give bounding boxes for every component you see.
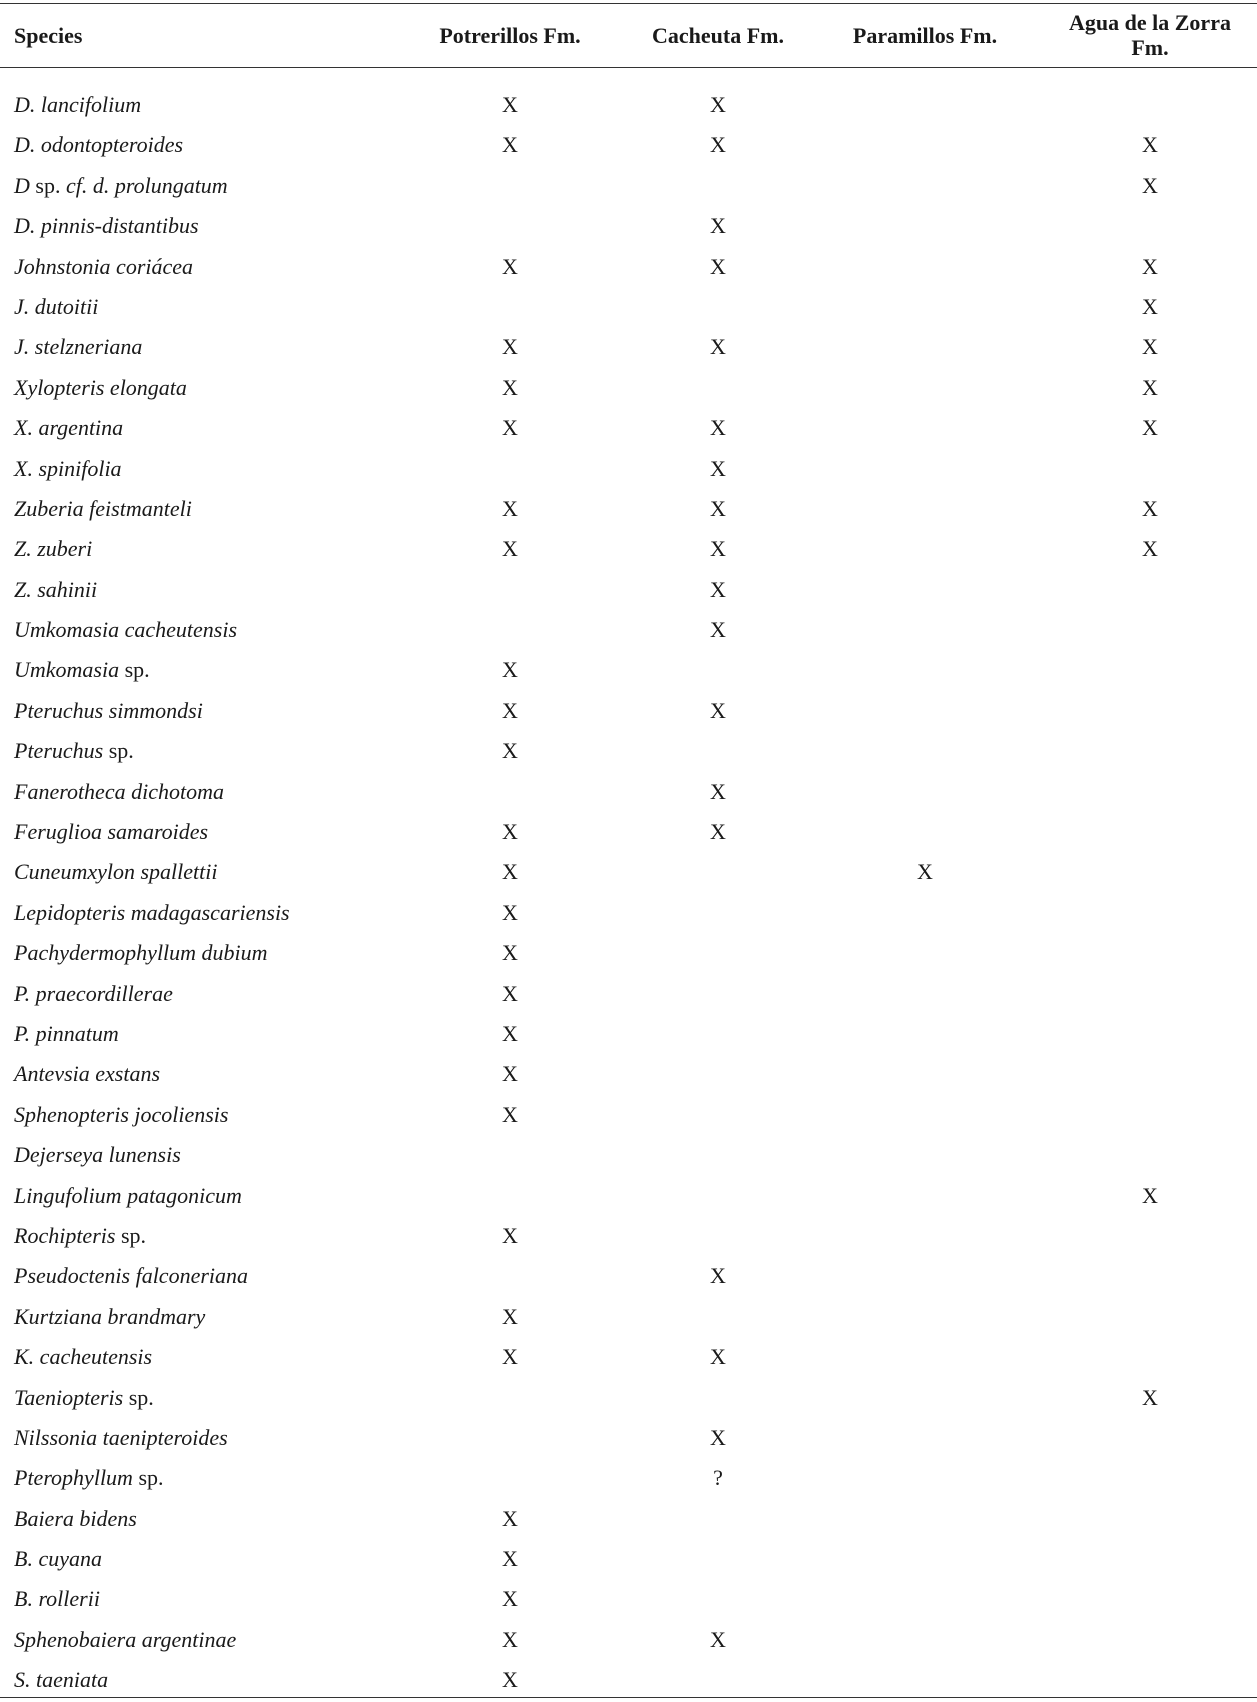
cell-potrerillos xyxy=(410,772,610,812)
species-name xyxy=(14,812,404,852)
table-header xyxy=(0,3,1257,67)
cell-cacheuta xyxy=(618,1499,818,1539)
cell-potrerillos: X xyxy=(502,132,518,158)
table-row xyxy=(0,327,1257,367)
cell-agua-de-la-zorra: X xyxy=(1142,253,1158,279)
cell-paramillos xyxy=(825,206,1025,246)
cell-agua-de-la-zorra xyxy=(1048,570,1252,610)
cell-potrerillos xyxy=(410,570,610,610)
header-species: Species xyxy=(14,22,83,48)
cell-cacheuta: X xyxy=(710,1263,726,1289)
species-name xyxy=(14,691,404,731)
cell-paramillos xyxy=(825,166,1025,206)
species-italic-name: Pachydermophyllum dubium xyxy=(14,940,268,966)
cell-agua-de-la-zorra: X xyxy=(1142,536,1158,562)
cell-cacheuta: X xyxy=(710,819,726,845)
header-paramillos: Paramillos Fm. xyxy=(852,22,998,48)
species-name xyxy=(14,570,404,610)
cell-paramillos xyxy=(825,85,1025,125)
cell-paramillos xyxy=(825,368,1025,408)
header-potrerillos: Potrerillos Fm. xyxy=(439,22,581,48)
cell-agua-de-la-zorra: X xyxy=(1142,334,1158,360)
cell-agua-de-la-zorra xyxy=(1048,772,1252,812)
cell-paramillos xyxy=(825,570,1025,610)
cell-paramillos xyxy=(825,1297,1025,1337)
cell-paramillos xyxy=(825,125,1025,165)
species-italic-name: J. dutoitii xyxy=(14,293,99,319)
species-italic-name: K. cacheutensis xyxy=(14,1344,153,1370)
table-row xyxy=(0,1620,1257,1660)
table-row xyxy=(0,408,1257,448)
cell-potrerillos: X xyxy=(502,92,518,117)
cell-agua-de-la-zorra xyxy=(1048,731,1252,771)
cell-paramillos xyxy=(825,1579,1025,1619)
cell-paramillos xyxy=(825,408,1025,448)
species-italic-name: Feruglioa samaroides xyxy=(14,819,209,845)
table-row xyxy=(0,933,1257,973)
cell-cacheuta: X xyxy=(710,213,726,239)
species-italic-name: Fanerotheca dichotoma xyxy=(14,778,224,804)
cell-paramillos xyxy=(825,1135,1025,1175)
cell-cacheuta xyxy=(618,166,818,206)
cell-potrerillos xyxy=(410,1378,610,1418)
species-name xyxy=(14,1458,404,1498)
table-row xyxy=(0,489,1257,529)
cell-potrerillos: X xyxy=(502,1667,518,1693)
cell-agua-de-la-zorra xyxy=(1048,1499,1252,1539)
cell-cacheuta xyxy=(618,1539,818,1579)
species-name xyxy=(14,1579,404,1619)
species-italic-name: P. praecordillerae xyxy=(14,980,173,1006)
species-italic-name: Umkomasia cacheutensis xyxy=(14,617,238,643)
cell-agua-de-la-zorra: X xyxy=(1142,1384,1158,1410)
species-italic-name: D. lancifolium xyxy=(14,92,142,117)
cell-agua-de-la-zorra xyxy=(1048,1297,1252,1337)
species-name xyxy=(14,166,404,206)
table-row xyxy=(0,85,1257,125)
cell-cacheuta xyxy=(618,1095,818,1135)
table-row xyxy=(0,1660,1257,1700)
table-row xyxy=(0,1256,1257,1296)
cell-paramillos xyxy=(825,1620,1025,1660)
species-name xyxy=(14,772,404,812)
cell-agua-de-la-zorra xyxy=(1048,1014,1252,1054)
cell-cacheuta xyxy=(618,1297,818,1337)
species-name xyxy=(14,1014,404,1054)
species-name xyxy=(14,1256,404,1296)
cell-cacheuta xyxy=(618,368,818,408)
cell-cacheuta: X xyxy=(710,92,726,117)
species-italic-name: Zuberia feistmanteli xyxy=(14,495,192,521)
species-italic-name: Z. zuberi xyxy=(14,536,93,562)
cell-agua-de-la-zorra xyxy=(1048,691,1252,731)
species-name xyxy=(14,650,404,690)
cell-paramillos xyxy=(825,1216,1025,1256)
cell-paramillos xyxy=(825,610,1025,650)
species-italic-name: Umkomasia xyxy=(14,657,120,683)
table-body xyxy=(0,85,1257,1701)
cell-potrerillos: X xyxy=(502,1222,518,1248)
cell-agua-de-la-zorra: X xyxy=(1142,172,1158,198)
cell-agua-de-la-zorra: X xyxy=(1142,1182,1158,1208)
species-name xyxy=(14,368,404,408)
cell-paramillos xyxy=(825,247,1025,287)
table-row xyxy=(0,1418,1257,1458)
cell-potrerillos: X xyxy=(502,253,518,279)
species-name xyxy=(14,1054,404,1094)
table-row xyxy=(0,974,1257,1014)
cell-agua-de-la-zorra: X xyxy=(1142,374,1158,400)
table-row xyxy=(0,125,1257,165)
table-row xyxy=(0,287,1257,327)
cell-potrerillos: X xyxy=(502,1626,518,1652)
cell-potrerillos: X xyxy=(502,1586,518,1612)
cell-agua-de-la-zorra xyxy=(1048,1660,1252,1700)
table-row xyxy=(0,1579,1257,1619)
table-row xyxy=(0,1176,1257,1216)
cell-cacheuta xyxy=(618,1176,818,1216)
species-italic-name: Rochipteris xyxy=(14,1222,116,1248)
cell-paramillos xyxy=(825,731,1025,771)
cell-paramillos xyxy=(825,974,1025,1014)
table-row xyxy=(0,449,1257,489)
species-name xyxy=(14,933,404,973)
cell-paramillos xyxy=(825,1095,1025,1135)
species-italic-name: Antevsia exstans xyxy=(14,1061,161,1087)
cell-potrerillos: X xyxy=(502,697,518,723)
species-name xyxy=(14,1135,404,1175)
cell-paramillos xyxy=(825,1539,1025,1579)
cell-cacheuta: X xyxy=(710,253,726,279)
cell-cacheuta: X xyxy=(710,132,726,158)
cell-agua-de-la-zorra: X xyxy=(1142,415,1158,441)
species-suffix: sp. xyxy=(29,172,66,198)
cell-potrerillos: X xyxy=(502,1020,518,1046)
species-suffix: sp. xyxy=(132,1465,164,1491)
species-italic-name: P. pinnatum xyxy=(14,1020,119,1046)
table-row xyxy=(0,852,1257,892)
table-header-rule xyxy=(0,67,1257,68)
species-italic-name: B. rollerii xyxy=(14,1586,100,1612)
cell-paramillos xyxy=(825,1499,1025,1539)
cell-agua-de-la-zorra xyxy=(1048,206,1252,246)
cell-agua-de-la-zorra xyxy=(1048,812,1252,852)
species-name xyxy=(14,125,404,165)
species-name xyxy=(14,1297,404,1337)
cell-agua-de-la-zorra xyxy=(1048,449,1252,489)
cell-paramillos xyxy=(825,933,1025,973)
cell-agua-de-la-zorra xyxy=(1048,1337,1252,1377)
species-name xyxy=(14,852,404,892)
cell-paramillos xyxy=(825,1014,1025,1054)
table-row xyxy=(0,691,1257,731)
cell-cacheuta xyxy=(618,650,818,690)
species-name xyxy=(14,1620,404,1660)
cell-cacheuta: X xyxy=(710,617,726,643)
cell-agua-de-la-zorra xyxy=(1048,1054,1252,1094)
table-row xyxy=(0,893,1257,933)
species-italic-name: Baiera bidens xyxy=(14,1505,137,1531)
cell-agua-de-la-zorra xyxy=(1048,1620,1252,1660)
species-italic-name: Pseudoctenis falconeriana xyxy=(14,1263,249,1289)
species-italic-name: D xyxy=(14,172,30,198)
species-italic-name: Kurtziana brandmary xyxy=(14,1303,206,1329)
cell-cacheuta xyxy=(618,893,818,933)
table-row xyxy=(0,206,1257,246)
species-italic-name: X. argentina xyxy=(14,415,124,441)
cell-cacheuta: X xyxy=(710,536,726,562)
cell-potrerillos: X xyxy=(502,1061,518,1087)
species-name xyxy=(14,974,404,1014)
table-row xyxy=(0,1458,1257,1498)
cell-cacheuta: X xyxy=(710,697,726,723)
cell-paramillos xyxy=(825,529,1025,569)
species-suffix: sp. xyxy=(119,657,150,683)
table-row xyxy=(0,1337,1257,1377)
cell-agua-de-la-zorra xyxy=(1048,1216,1252,1256)
species-italic-name: Pterophyllum xyxy=(14,1465,133,1491)
species-name xyxy=(14,287,404,327)
cell-paramillos xyxy=(825,287,1025,327)
table-row xyxy=(0,1135,1257,1175)
species-name xyxy=(14,893,404,933)
cell-agua-de-la-zorra xyxy=(1048,650,1252,690)
cell-cacheuta: X xyxy=(710,778,726,804)
cell-paramillos xyxy=(825,1378,1025,1418)
cell-cacheuta xyxy=(618,1135,818,1175)
species-name xyxy=(14,1337,404,1377)
cell-potrerillos xyxy=(410,1135,610,1175)
species-italic-name: Lingufolium patagonicum xyxy=(14,1182,242,1208)
cell-paramillos xyxy=(825,691,1025,731)
species-italic-name: B. cuyana xyxy=(14,1546,102,1572)
cell-agua-de-la-zorra: X xyxy=(1142,495,1158,521)
species-name xyxy=(14,327,404,367)
species-suffix: sp. xyxy=(123,1384,154,1410)
cell-paramillos xyxy=(825,1660,1025,1700)
cell-potrerillos: X xyxy=(502,536,518,562)
cell-potrerillos: X xyxy=(502,374,518,400)
cell-cacheuta xyxy=(618,1579,818,1619)
cell-potrerillos xyxy=(410,449,610,489)
cell-cacheuta xyxy=(618,974,818,1014)
species-italic-name: X. spinifolia xyxy=(14,455,122,481)
species-italic-name: Sphenobaiera argentinae xyxy=(14,1626,237,1652)
cell-potrerillos: X xyxy=(502,1505,518,1531)
cell-potrerillos: X xyxy=(502,859,518,885)
species-name xyxy=(14,1216,404,1256)
cell-paramillos xyxy=(825,449,1025,489)
table-row xyxy=(0,650,1257,690)
species-name xyxy=(14,449,404,489)
cell-agua-de-la-zorra xyxy=(1048,893,1252,933)
cell-paramillos xyxy=(825,772,1025,812)
species-name xyxy=(14,489,404,529)
species-name xyxy=(14,529,404,569)
species-italic-name: Taeniopteris xyxy=(14,1384,124,1410)
cell-potrerillos xyxy=(410,166,610,206)
species-name xyxy=(14,1499,404,1539)
species-name xyxy=(14,85,404,125)
header-cacheuta: Cacheuta Fm. xyxy=(652,22,784,48)
table-row xyxy=(0,731,1257,771)
cell-potrerillos: X xyxy=(502,940,518,966)
cell-agua-de-la-zorra xyxy=(1048,610,1252,650)
species-italic-name: Lepidopteris madagascariensis xyxy=(14,899,290,925)
cell-agua-de-la-zorra: X xyxy=(1142,293,1158,319)
cell-agua-de-la-zorra: X xyxy=(1142,132,1158,158)
cell-potrerillos: X xyxy=(502,495,518,521)
species-name xyxy=(14,610,404,650)
species-name xyxy=(14,731,404,771)
table-row xyxy=(0,1095,1257,1135)
cell-paramillos xyxy=(825,327,1025,367)
table-row xyxy=(0,1378,1257,1418)
cell-paramillos xyxy=(825,1054,1025,1094)
cell-agua-de-la-zorra xyxy=(1048,1458,1252,1498)
table-row xyxy=(0,1054,1257,1094)
cell-potrerillos xyxy=(410,1256,610,1296)
cell-potrerillos: X xyxy=(502,819,518,845)
cell-paramillos xyxy=(825,893,1025,933)
cell-cacheuta xyxy=(618,1216,818,1256)
species-italic-name: Cuneumxylon spallettii xyxy=(14,859,218,885)
cell-agua-de-la-zorra xyxy=(1048,85,1252,125)
cell-cacheuta xyxy=(618,731,818,771)
cell-cacheuta xyxy=(618,1014,818,1054)
cell-potrerillos xyxy=(410,1418,610,1458)
cell-paramillos xyxy=(825,650,1025,690)
cell-cacheuta: X xyxy=(710,334,726,360)
cell-potrerillos: X xyxy=(502,1303,518,1329)
table-row xyxy=(0,570,1257,610)
species-name xyxy=(14,1378,404,1418)
table-row xyxy=(0,166,1257,206)
table-row xyxy=(0,529,1257,569)
cell-agua-de-la-zorra xyxy=(1048,933,1252,973)
table-row xyxy=(0,812,1257,852)
species-name xyxy=(14,247,404,287)
species-name xyxy=(14,1539,404,1579)
cell-paramillos xyxy=(825,1256,1025,1296)
species-name xyxy=(14,408,404,448)
species-suffix: sp. xyxy=(115,1222,146,1248)
cell-potrerillos: X xyxy=(502,657,518,683)
cell-paramillos xyxy=(825,1337,1025,1377)
cell-potrerillos: X xyxy=(502,899,518,925)
cell-cacheuta xyxy=(618,852,818,892)
table-row xyxy=(0,1539,1257,1579)
header-agua-de-la-zorra: Agua de la Zorra Fm. xyxy=(1069,10,1231,60)
cell-potrerillos: X xyxy=(502,1101,518,1127)
cell-potrerillos: X xyxy=(502,1344,518,1370)
cell-cacheuta xyxy=(618,1660,818,1700)
cell-cacheuta xyxy=(618,287,818,327)
species-suffix: sp. xyxy=(103,738,134,764)
cell-cacheuta: X xyxy=(710,455,726,481)
cell-cacheuta xyxy=(618,1054,818,1094)
species-italic-name: S. taeniata xyxy=(14,1667,109,1693)
species-italic-name: Pteruchus xyxy=(14,738,104,764)
cell-agua-de-la-zorra xyxy=(1048,1579,1252,1619)
table-row xyxy=(0,368,1257,408)
species-name xyxy=(14,206,404,246)
species-italic-name: Johnstonia coriácea xyxy=(14,253,194,279)
species-italic-name: D. odontopteroides xyxy=(14,132,184,158)
cell-paramillos xyxy=(825,1418,1025,1458)
cell-agua-de-la-zorra xyxy=(1048,1418,1252,1458)
species-italic-name: Pteruchus simmondsi xyxy=(14,697,203,723)
cell-cacheuta: X xyxy=(710,495,726,521)
cell-potrerillos: X xyxy=(502,415,518,441)
cell-cacheuta: X xyxy=(710,415,726,441)
cell-agua-de-la-zorra xyxy=(1048,852,1252,892)
cell-potrerillos: X xyxy=(502,738,518,764)
cell-cacheuta: X xyxy=(710,1344,726,1370)
table-row xyxy=(0,772,1257,812)
cell-potrerillos xyxy=(410,610,610,650)
cell-paramillos xyxy=(825,1176,1025,1216)
species-name xyxy=(14,1095,404,1135)
species-italic-name: Xylopteris elongata xyxy=(14,374,187,400)
cell-agua-de-la-zorra xyxy=(1048,1256,1252,1296)
cell-cacheuta xyxy=(618,1378,818,1418)
table-row xyxy=(0,247,1257,287)
cell-potrerillos: X xyxy=(502,1546,518,1572)
cell-paramillos xyxy=(825,812,1025,852)
species-italic-name: Z. sahinii xyxy=(14,576,98,602)
cell-potrerillos xyxy=(410,1458,610,1498)
cell-potrerillos xyxy=(410,1176,610,1216)
cell-paramillos xyxy=(825,489,1025,529)
table-row xyxy=(0,610,1257,650)
cell-cacheuta: X xyxy=(710,1424,726,1450)
cell-agua-de-la-zorra xyxy=(1048,1539,1252,1579)
cell-agua-de-la-zorra xyxy=(1048,974,1252,1014)
cell-paramillos: X xyxy=(917,859,933,885)
cell-agua-de-la-zorra xyxy=(1048,1135,1252,1175)
cell-potrerillos xyxy=(410,287,610,327)
table-bottom-rule xyxy=(0,1697,1257,1698)
cell-potrerillos: X xyxy=(502,980,518,1006)
cell-cacheuta: X xyxy=(710,576,726,602)
table-row xyxy=(0,1014,1257,1054)
species-name xyxy=(14,1418,404,1458)
cell-potrerillos xyxy=(410,206,610,246)
cell-cacheuta: X xyxy=(710,1626,726,1652)
cell-potrerillos: X xyxy=(502,334,518,360)
species-name xyxy=(14,1176,404,1216)
species-italic-name: J. stelzneriana xyxy=(14,334,143,360)
species-italic-qualifier: cf. d. prolungatum xyxy=(65,172,228,198)
table-row xyxy=(0,1297,1257,1337)
table-row xyxy=(0,1499,1257,1539)
species-italic-name: Sphenopteris jocoliensis xyxy=(14,1101,229,1127)
cell-agua-de-la-zorra xyxy=(1048,1095,1252,1135)
species-italic-name: Dejerseya lunensis xyxy=(14,1142,181,1168)
table-row xyxy=(0,1216,1257,1256)
cell-paramillos xyxy=(825,1458,1025,1498)
cell-cacheuta: ? xyxy=(713,1465,723,1491)
species-name xyxy=(14,1660,404,1700)
species-italic-name: Nilssonia taenipteroides xyxy=(14,1424,228,1450)
cell-cacheuta xyxy=(618,933,818,973)
species-italic-name: D. pinnis-distantibus xyxy=(14,213,199,239)
